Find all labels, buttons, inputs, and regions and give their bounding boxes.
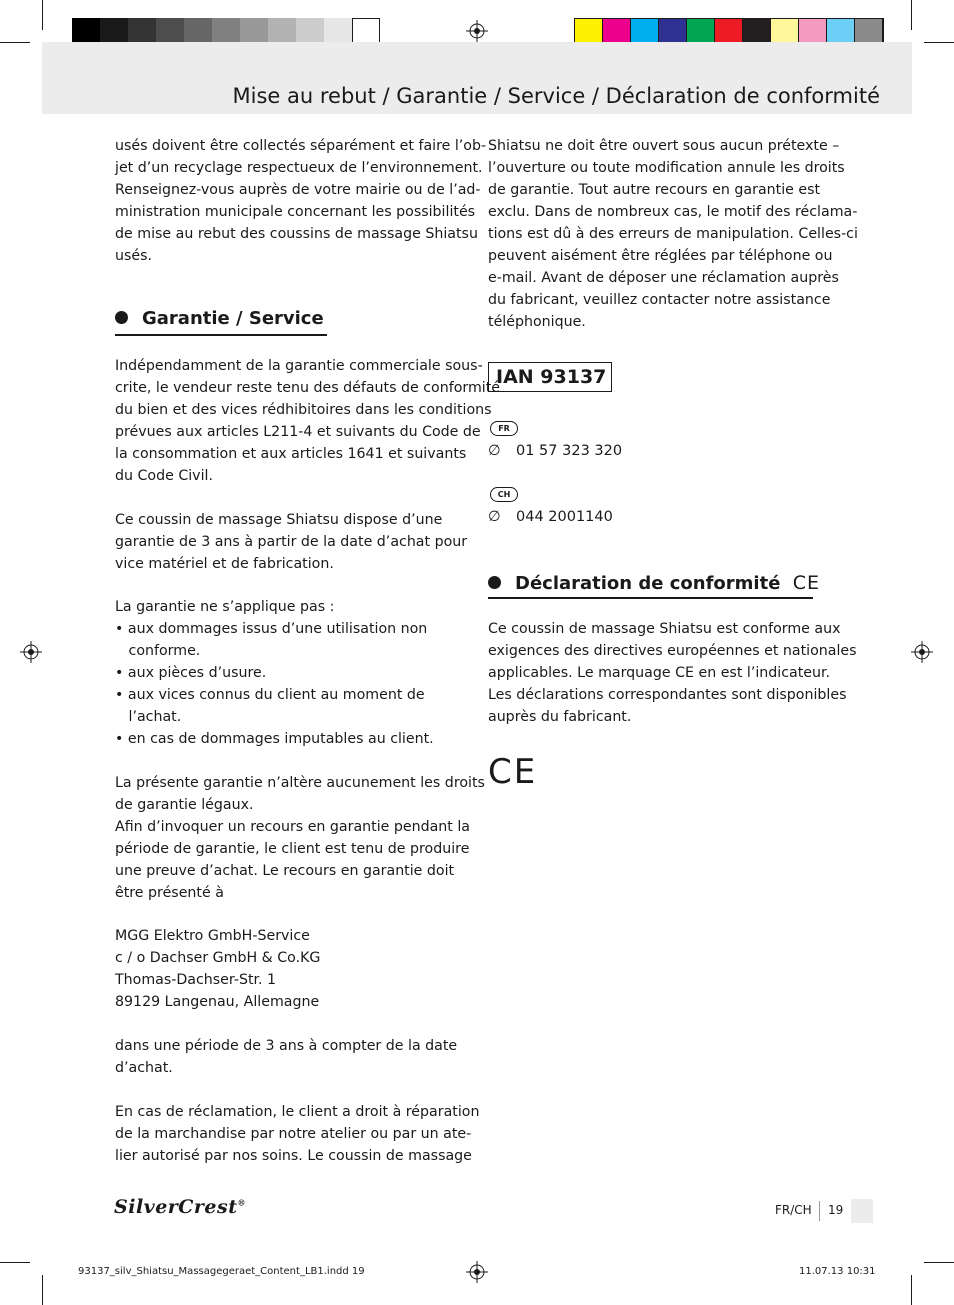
crop-mark	[911, 1275, 912, 1305]
paragraph-line: Ce coussin de massage Shiatsu dispose d’une	[115, 512, 443, 528]
paragraph-line: de mise au rebut des coussins de massage Shiatsu	[115, 226, 478, 242]
paragraph-line: dans une période de 3 ans à compter de la date	[115, 1038, 458, 1054]
page-title: Mise au rebut / Garantie / Service / Déclaration de conformité	[232, 84, 880, 108]
crop-mark	[0, 1262, 30, 1263]
paragraph	[115, 1035, 457, 1079]
paragraph	[115, 355, 500, 487]
paragraph-line: être présenté à	[115, 885, 224, 901]
brand-name: SilverCrest	[114, 1196, 238, 1218]
registration-mark-icon	[466, 1261, 488, 1283]
phone-number: 01 57 323 320	[516, 443, 623, 459]
brand-logo	[114, 1196, 246, 1218]
paragraph-line: l’achat.	[115, 709, 182, 725]
paragraph-line: vice matériel et de fabrication.	[115, 556, 334, 572]
paragraph-line: peuvent aisément être réglées par téléphone ou	[488, 248, 833, 264]
paragraph-line: Renseignez-vous auprès de votre mairie ou de l’ad-	[115, 182, 481, 198]
paragraph-line: La présente garantie n’altère aucunement les droits	[115, 775, 485, 791]
paragraph-line: • en cas de dommages imputables au client.	[115, 731, 434, 747]
paragraph-line: de garantie légaux.	[115, 797, 254, 813]
country-badge-fr: FR	[490, 421, 518, 436]
paragraph	[115, 509, 467, 575]
paragraph-line: période de garantie, le client est tenu de produire	[115, 841, 470, 857]
paragraph-line: • aux dommages issus d’une utilisation non	[115, 621, 428, 637]
crop-mark	[924, 42, 954, 43]
crop-mark	[42, 1275, 43, 1305]
print-datetime: 11.07.13 10:31	[799, 1266, 876, 1277]
paragraph-line: de garantie. Tout autre recours en garantie est	[488, 182, 821, 198]
paragraph-line: du Code Civil.	[115, 468, 213, 484]
paragraph-line: une preuve d’achat. Le recours en garantie doit	[115, 863, 455, 879]
registration-mark-icon	[466, 20, 488, 42]
heading-underline	[115, 334, 327, 336]
section-heading-conformite	[488, 572, 820, 594]
paragraph-line: Ce coussin de massage Shiatsu est conforme aux	[488, 621, 841, 637]
paragraph-line: tions est dû à des erreurs de manipulation. Celles-ci	[488, 226, 858, 242]
paragraph-line: téléphonique.	[488, 314, 586, 330]
paragraph-line: prévues aux articles L211-4 et suivants du Code de	[115, 424, 481, 440]
heading-underline	[488, 597, 813, 599]
footer-lang: FR/CH	[775, 1203, 812, 1217]
page-number: 19	[828, 1203, 844, 1217]
paragraph-line: Thomas-Dachser-Str. 1	[115, 972, 277, 988]
brand-mark: ®	[237, 1197, 246, 1208]
paragraph-line: c / o Dachser GmbH & Co.KG	[115, 950, 321, 966]
file-name: 93137_silv_Shiatsu_Massagegeraet_Content_LB1.indd 19	[78, 1266, 365, 1277]
hotline-ch	[488, 509, 613, 525]
registration-mark-icon	[911, 641, 933, 663]
paragraph-line: 89129 Langenau, Allemagne	[115, 994, 320, 1010]
hotline-fr	[488, 443, 622, 459]
crop-mark	[924, 1262, 954, 1263]
phone-icon: ∅	[488, 509, 501, 525]
ian-box: IAN 93137	[488, 362, 612, 392]
ce-mark-icon: CE	[792, 572, 820, 594]
paragraph-line: l’ouverture ou toute modification annule les droits	[488, 160, 845, 176]
paragraph-line: jet d’un recyclage respectueux de l’environnement.	[115, 160, 483, 176]
paragraph-line: Afin d’invoquer un recours en garantie pendant la	[115, 819, 471, 835]
paragraph-line: MGG Elektro GmbH-Service	[115, 928, 310, 944]
country-badge-ch: CH	[490, 487, 518, 502]
paragraph-line: • aux vices connus du client au moment de	[115, 687, 425, 703]
paragraph-line: du fabricant, veuillez contacter notre assistance	[488, 292, 831, 308]
paragraph-line: ministration municipale concernant les possibilités	[115, 204, 476, 220]
paragraph-line: la consommation et aux articles 1641 et suivants	[115, 446, 467, 462]
paragraph-line: • aux pièces d’usure.	[115, 665, 267, 681]
ce-mark-large-icon: CE	[488, 752, 538, 792]
paragraph-line: Indépendamment de la garantie commerciale sous-	[115, 358, 483, 374]
intro-paragraph	[115, 135, 486, 267]
paragraph-line: lier autorisé par nos soins. Le coussin de massage	[115, 1148, 472, 1164]
paragraph-line: du bien et des vices rédhibitoires dans les conditions	[115, 402, 492, 418]
phone-number: 044 2001140	[516, 509, 613, 525]
crop-mark	[911, 0, 912, 30]
paragraph-line: usés doivent être collectés séparément et faire l’ob-	[115, 138, 487, 154]
phone-icon: ∅	[488, 443, 501, 459]
paragraph-line: Shiatsu ne doit être ouvert sous aucun prétexte –	[488, 138, 840, 154]
paragraph-line: d’achat.	[115, 1060, 173, 1076]
paragraph-line: La garantie ne s’applique pas :	[115, 599, 335, 615]
paragraph-line: usés.	[115, 248, 153, 264]
section-heading-garantie	[115, 308, 324, 329]
paragraph	[115, 772, 485, 904]
paragraph-line: applicables. Le marquage CE en est l’indicateur.	[488, 665, 831, 681]
crop-mark	[0, 42, 30, 43]
paragraph-line: crite, le vendeur reste tenu des défauts de conformité	[115, 380, 501, 396]
paragraph	[488, 135, 858, 333]
paragraph	[115, 596, 334, 618]
paragraph	[488, 618, 857, 728]
exclusion-list	[115, 618, 434, 750]
service-address	[115, 925, 320, 1013]
paragraph-line: Les déclarations correspondantes sont disponibles	[488, 687, 847, 703]
paragraph	[115, 1101, 479, 1167]
bullet-icon	[488, 576, 501, 589]
crop-mark	[42, 0, 43, 30]
footer-divider	[819, 1201, 820, 1221]
registration-mark-icon	[20, 641, 42, 663]
paragraph-line: En cas de réclamation, le client a droit à réparation	[115, 1104, 480, 1120]
paragraph-line: e-mail. Avant de déposer une réclamation auprès	[488, 270, 839, 286]
paragraph-line: conforme.	[115, 643, 201, 659]
page-tab	[851, 1199, 873, 1223]
paragraph-line: exigences des directives européennes et nationales	[488, 643, 857, 659]
paragraph-line: auprès du fabricant.	[488, 709, 632, 725]
paragraph-line: exclu. Dans de nombreux cas, le motif des réclama-	[488, 204, 858, 220]
section-heading-text: Garantie / Service	[142, 308, 324, 329]
paragraph-line: de la marchandise par notre atelier ou par un ate-	[115, 1126, 472, 1142]
section-heading-text: Déclaration de conformité	[515, 573, 781, 594]
bullet-icon	[115, 311, 128, 324]
paragraph-line: garantie de 3 ans à partir de la date d’achat pour	[115, 534, 468, 550]
